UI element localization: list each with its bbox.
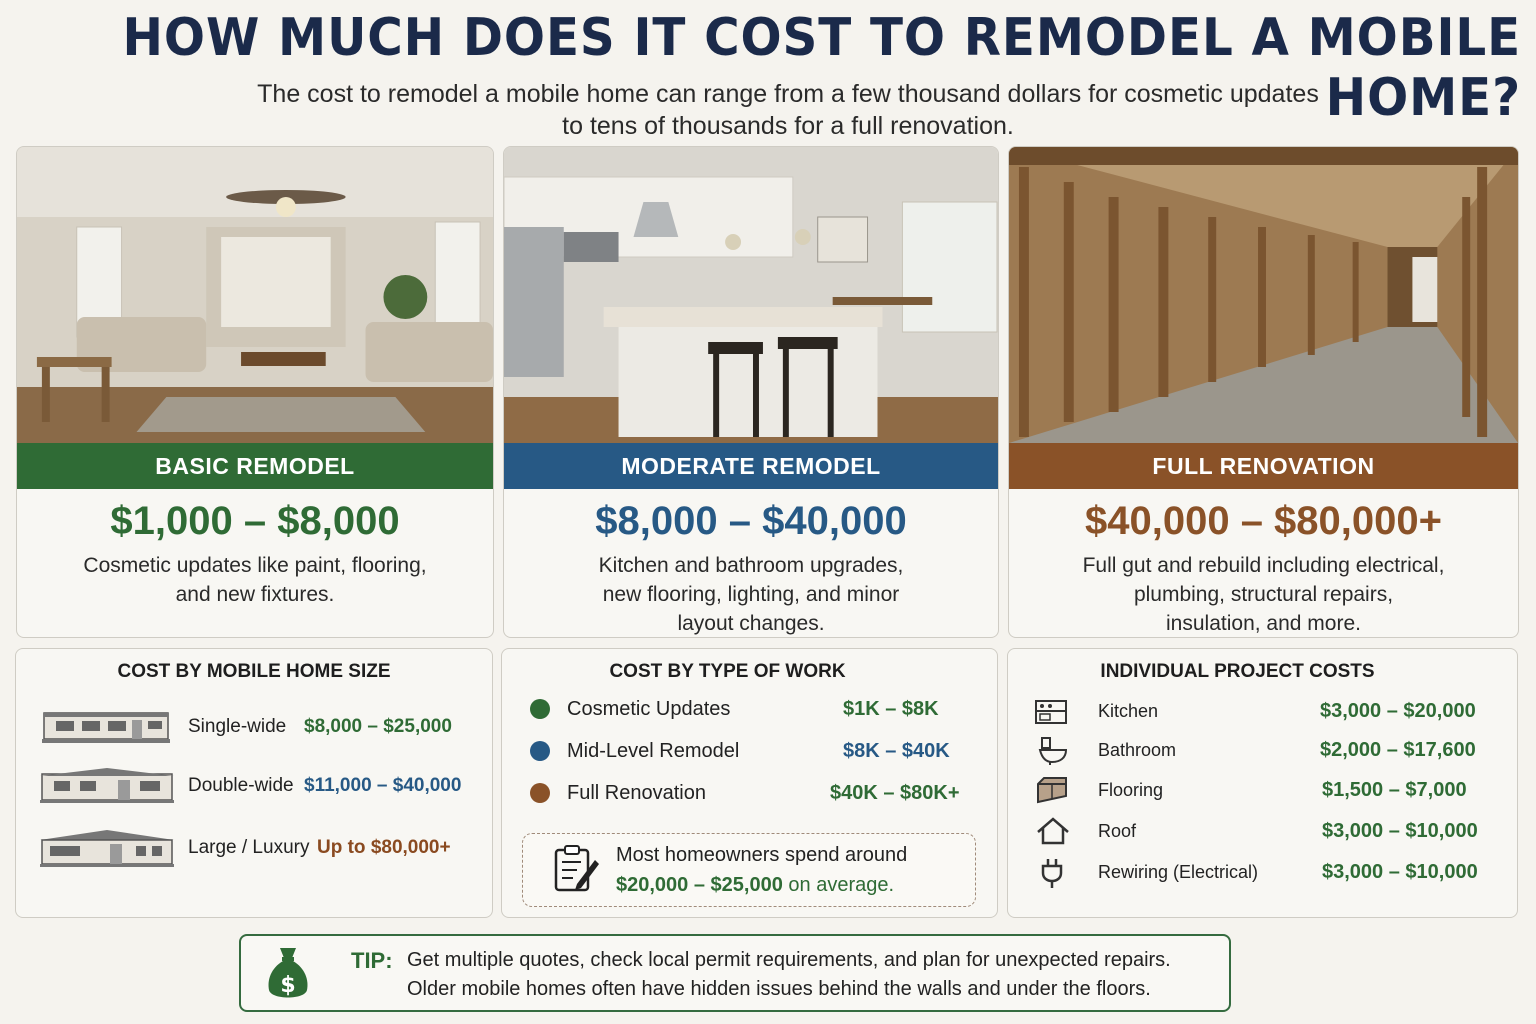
money-bag-icon	[265, 944, 311, 1004]
moderate-remodel-label: MODERATE REMODEL	[504, 443, 998, 489]
roof-icon	[1036, 816, 1070, 846]
work-label: Mid-Level Remodel	[567, 740, 740, 762]
bullet-icon	[530, 699, 550, 719]
tip-label: TIP:	[351, 948, 393, 973]
basic-remodel-label: BASIC REMODEL	[17, 443, 493, 489]
project-row	[1008, 730, 1517, 770]
project-label: Rewiring (Electrical)	[1098, 862, 1259, 882]
tip-box	[239, 934, 1231, 1012]
size-label: Single-wide	[188, 716, 287, 737]
moderate-desc-line-3: layout changes.	[677, 612, 825, 635]
average-spend-note	[522, 833, 976, 907]
cost-by-work-panel	[501, 648, 998, 918]
gutted-interior-photo	[1009, 147, 1518, 443]
project-row	[1008, 811, 1517, 851]
project-value: $3,000 – $20,000	[1320, 700, 1476, 722]
project-label: Flooring	[1098, 780, 1164, 800]
project-row	[1008, 852, 1517, 892]
size-label: Large / Luxury	[188, 837, 310, 858]
work-label: Cosmetic Updates	[567, 698, 731, 720]
svg-text:$: $	[280, 973, 296, 998]
project-label: Kitchen	[1098, 701, 1159, 721]
subtitle-line-2: to tens of thousands for a full renovation.	[562, 112, 1014, 140]
project-costs-panel	[1007, 648, 1518, 918]
project-value: $3,000 – $10,000	[1322, 820, 1478, 842]
project-row	[1008, 770, 1517, 810]
project-value: $3,000 – $10,000	[1322, 861, 1478, 883]
work-value: $40K – $80K+	[830, 782, 960, 804]
moderate-desc-line-2: new flooring, lighting, and minor	[602, 583, 900, 606]
project-label: Roof	[1098, 821, 1137, 841]
full-desc-line-3: insulation, and more.	[1166, 612, 1361, 635]
page-title: HOW MUCH DOES IT COST TO REMODEL A MOBILE HOME?	[122, 8, 1522, 128]
basic-remodel-description	[47, 551, 463, 609]
full-desc-line-2: plumbing, structural repairs,	[1133, 583, 1394, 606]
size-label: Double-wide	[188, 775, 294, 796]
size-value: $11,000 – $40,000	[304, 775, 462, 796]
size-value: Up to $80,000+	[317, 837, 451, 858]
size-value: $8,000 – $25,000	[304, 716, 452, 737]
full-desc-line-1: Full gut and rebuild including electrical,	[1082, 554, 1445, 577]
kitchen-icon	[1034, 699, 1068, 725]
note-amount: $20,000 – $25,000	[616, 874, 783, 896]
tip-text	[407, 946, 1171, 1004]
basic-remodel-price: $1,000 – $8,000	[110, 499, 400, 543]
full-renovation-label: FULL RENOVATION	[1009, 443, 1518, 489]
clipboard-icon	[553, 844, 599, 894]
work-row	[502, 773, 997, 813]
tip-line-2: Older mobile homes often have hidden issues behind the walls and under the floors.	[407, 978, 1151, 1000]
moderate-remodel-card	[503, 146, 999, 638]
subtitle-line-1: The cost to remodel a mobile home can range from a few thousand dollars for cosmetic updates	[257, 80, 1319, 108]
bullet-icon	[530, 741, 550, 761]
work-label: Full Renovation	[567, 782, 706, 804]
project-costs-title: INDIVIDUAL PROJECT COSTS	[1100, 661, 1375, 682]
living-room-photo	[17, 147, 493, 443]
bullet-icon	[530, 783, 550, 803]
page-subtitle	[0, 78, 1536, 142]
project-value: $1,500 – $7,000	[1322, 779, 1467, 801]
cost-by-work-title: COST BY TYPE OF WORK	[609, 661, 846, 682]
basic-desc-line-1: Cosmetic updates like paint, flooring,	[83, 554, 427, 577]
moderate-remodel-price: $8,000 – $40,000	[595, 499, 907, 543]
kitchen-photo	[504, 147, 998, 443]
work-row	[502, 689, 997, 729]
work-value: $8K – $40K	[843, 740, 950, 762]
note-suffix: on average.	[788, 874, 895, 896]
basic-desc-line-2: and new fixtures.	[175, 583, 335, 606]
full-renovation-card	[1008, 146, 1519, 638]
full-renovation-price: $40,000 – $80,000+	[1084, 499, 1442, 543]
size-row	[16, 766, 492, 806]
project-value: $2,000 – $17,600	[1320, 739, 1476, 761]
moderate-desc-line-1: Kitchen and bathroom upgrades,	[598, 554, 904, 577]
note-line-1: Most homeowners spend around	[616, 844, 908, 866]
moderate-remodel-description	[534, 551, 968, 638]
size-row	[16, 828, 492, 868]
flooring-icon	[1034, 776, 1070, 804]
project-label: Bathroom	[1098, 740, 1177, 760]
tip-line-1: Get multiple quotes, check local permit requirements, and plan for unexpected repairs.	[407, 949, 1171, 971]
note-line-2	[616, 870, 894, 900]
work-row	[502, 731, 997, 771]
size-row	[16, 707, 492, 747]
large-home-icon	[40, 828, 174, 868]
plug-icon	[1040, 857, 1064, 889]
single-wide-home-icon	[42, 709, 170, 745]
cost-by-size-panel	[15, 648, 493, 918]
cost-by-size-title: COST BY MOBILE HOME SIZE	[117, 661, 391, 682]
work-value: $1K – $8K	[843, 698, 939, 720]
full-renovation-description	[1039, 551, 1488, 638]
project-row	[1008, 691, 1517, 731]
basic-remodel-card	[16, 146, 494, 638]
double-wide-home-icon	[40, 768, 174, 804]
bathroom-icon	[1038, 736, 1068, 766]
